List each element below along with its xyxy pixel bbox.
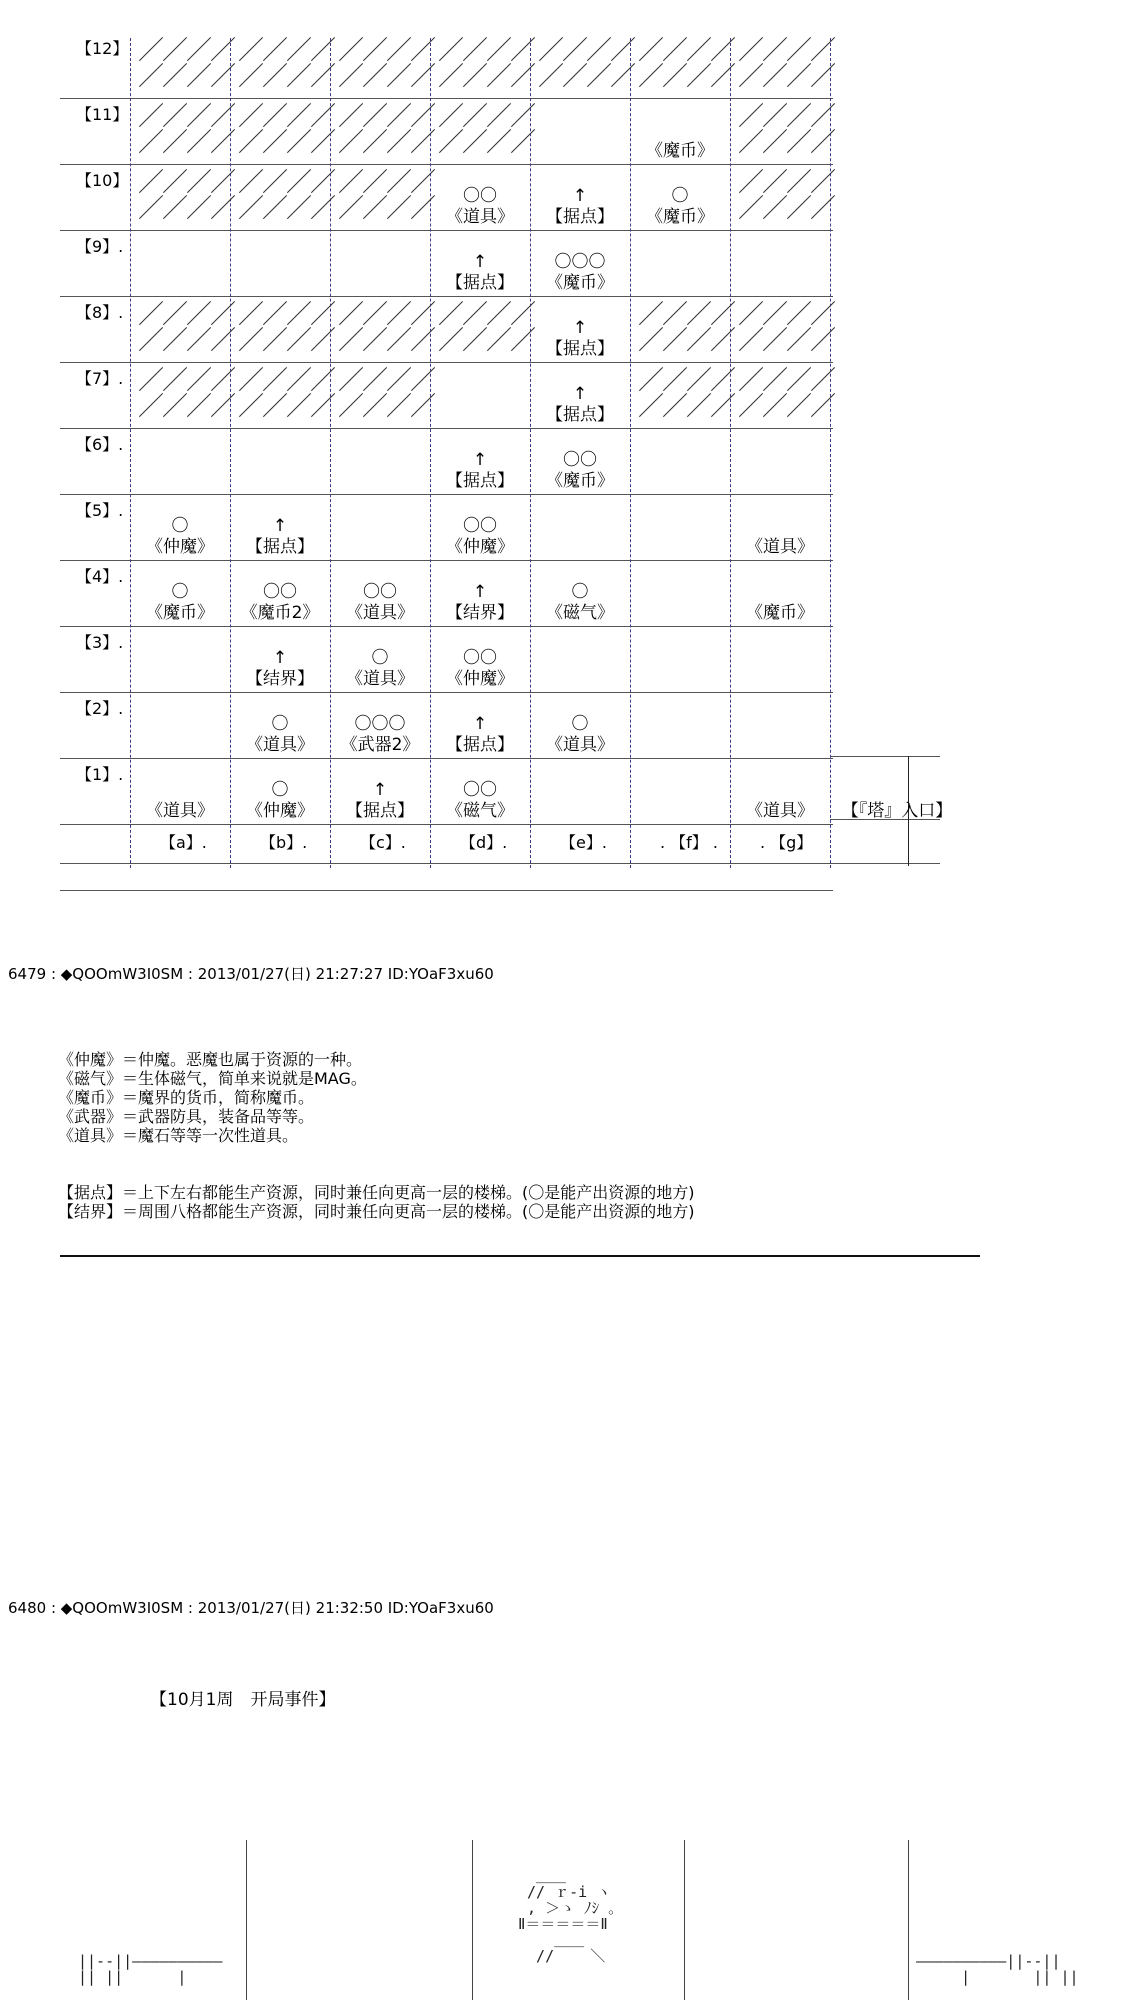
cell-text: ↑: [472, 449, 488, 470]
cell-text: 〇〇: [463, 515, 497, 536]
hatched-cell: ／／／／ ／／／／: [638, 36, 735, 92]
column-label: 【a】.: [160, 833, 207, 852]
column-label: . 【f】 .: [660, 833, 718, 852]
map-cell: [530, 430, 630, 496]
hatched-cell: ／／／／ ／／／／: [238, 300, 335, 356]
cell-text: 〇〇: [463, 647, 497, 668]
map-cell: [530, 166, 630, 232]
cell-text: 〇〇〇: [354, 713, 406, 734]
map-cell: [530, 298, 630, 364]
cell-text: ↑: [272, 647, 288, 668]
hatched-cell: ／／／／ ／／／／: [238, 36, 335, 92]
hatched-cell: ／／／／ ／／／／: [338, 168, 435, 224]
cell-text: 《仲魔》: [246, 800, 314, 821]
cell-text: ↑: [272, 515, 288, 536]
hatched-cell: ／／／／ ／／／／: [138, 168, 235, 224]
hatched-cell: ／／／／ ／／／／: [238, 168, 335, 224]
cell-text: ↑: [572, 185, 588, 206]
cell-text: 【据点】: [446, 470, 514, 491]
column-label: 【c】.: [360, 833, 406, 852]
cell-text: 〇: [171, 515, 189, 536]
cell-text: 【据点】: [246, 536, 314, 557]
cell-text: 〇〇: [563, 449, 597, 470]
map-cell: [430, 496, 530, 562]
map-cell: [730, 562, 830, 628]
hatched-cell: ／／／／ ／／／／: [238, 102, 335, 158]
map-cell: [530, 364, 630, 430]
cell-text: 《仲魔》: [446, 668, 514, 689]
cell-text: 《道具》: [546, 734, 614, 755]
legend-line: 《武器》＝武器防具，装备品等等。: [58, 1107, 315, 1126]
map-cell: [230, 760, 330, 826]
cell-text: 【结界】: [246, 668, 314, 689]
event-title: 【10月1周 开局事件】: [150, 1690, 336, 1710]
cell-text: 《魔币》: [646, 140, 714, 161]
hatched-cell: ／／／／ ／／／／: [738, 168, 835, 224]
cell-text: 【据点】: [546, 404, 614, 425]
cell-text: 〇: [171, 581, 189, 602]
map-cell: [230, 628, 330, 694]
hatched-cell: ／／／／ ／／／／: [438, 300, 535, 356]
cell-text: 〇: [371, 647, 389, 668]
hatched-cell: ／／／／ ／／／／: [738, 366, 835, 422]
cell-text: 《魔币》: [646, 206, 714, 227]
hatched-cell: ／／／／ ／／／／: [138, 102, 235, 158]
cell-text: 《磁气》: [446, 800, 514, 821]
map-cell: [530, 562, 630, 628]
grid-line: [830, 756, 940, 757]
hatched-cell: ／／／／ ／／／／: [338, 300, 435, 356]
aa-pipe: [472, 1840, 473, 2000]
cell-text: ↑: [372, 779, 388, 800]
grid-line: [60, 98, 833, 99]
legend-line: 《磁气》＝生体磁气，简单来说就是MAG。: [58, 1069, 367, 1088]
legend-line: 《仲魔》＝仲魔。恶魔也属于资源的一种。: [58, 1050, 363, 1069]
legend-line: 【据点】＝上下左右都能生产资源，同时兼任向更高一层的楼梯。(〇是能产出资源的地方): [58, 1183, 695, 1202]
hatched-cell: ／／／／ ／／／／: [338, 102, 435, 158]
map-cell: [330, 628, 430, 694]
column-label: 【b】.: [260, 833, 308, 852]
map-cell: [530, 694, 630, 760]
hatched-cell: ／／／／ ／／／／: [338, 366, 435, 422]
map-cell: [230, 496, 330, 562]
map-cell: [730, 760, 830, 826]
cell-text: 《魔币2》: [240, 602, 320, 623]
map-cell: [330, 760, 430, 826]
cell-text: ↑: [572, 383, 588, 404]
cell-text: 【据点】: [546, 338, 614, 359]
post-header-6479: 6479 : ◆QOOmW3I0SM : 2013/01/27(日) 21:27:27 ID:YOaF3xu60: [8, 965, 494, 983]
hatched-cell: ／／／／ ／／／／: [638, 366, 735, 422]
cell-text: 【据点】: [446, 272, 514, 293]
cell-text: 〇: [271, 779, 289, 800]
cell-text: 《道具》: [346, 668, 414, 689]
tower-entrance: 【『塔』入口】: [841, 800, 953, 821]
aa-pipe: [908, 1840, 909, 2000]
row-label: 【7】.: [76, 369, 124, 388]
grid-line: [60, 362, 833, 363]
hatched-cell: ／／／／ ／／／／: [438, 102, 535, 158]
map-cell: [630, 166, 730, 232]
row-label: 【11】: [76, 105, 129, 124]
row-label: 【3】.: [76, 633, 124, 652]
cell-text: 〇: [271, 713, 289, 734]
cell-text: 《道具》: [446, 206, 514, 227]
hatched-cell: ／／／／ ／／／／: [138, 366, 235, 422]
section-divider: [60, 1255, 980, 1257]
row-label: 【1】.: [76, 765, 124, 784]
cell-text: 〇: [571, 581, 589, 602]
row-label: 【12】: [76, 39, 129, 58]
row-label: 【9】.: [76, 237, 124, 256]
cell-text: 《仲魔》: [446, 536, 514, 557]
cell-text: 〇〇: [463, 185, 497, 206]
cell-text: 《磁气》: [546, 602, 614, 623]
map-cell: [430, 232, 530, 298]
cell-text: 《魔币》: [546, 272, 614, 293]
hatched-cell: ／／／／ ／／／／: [638, 300, 735, 356]
cell-text: 【据点】: [546, 206, 614, 227]
cell-text: 《道具》: [246, 734, 314, 755]
hatched-cell: ／／／／ ／／／／: [138, 36, 235, 92]
row-label: 【10】: [76, 171, 129, 190]
map-cell: [230, 562, 330, 628]
cell-text: 《武器2》: [340, 734, 420, 755]
cell-text: ↑: [572, 317, 588, 338]
row-label: 【4】.: [76, 567, 124, 586]
cell-text: ↑: [472, 251, 488, 272]
cell-text: 〇: [671, 185, 689, 206]
cell-text: ↑: [472, 713, 488, 734]
map-cell: [730, 496, 830, 562]
cell-text: 《魔币》: [746, 602, 814, 623]
map-cell: [430, 694, 530, 760]
column-label: . 【g】: [760, 833, 813, 852]
row-label: 【6】.: [76, 435, 124, 454]
map-cell: [430, 430, 530, 496]
cell-text: 【据点】: [446, 734, 514, 755]
aa-pipe: [246, 1840, 247, 2000]
ascii-art-right: ――――――――――||--|| | || ||: [916, 1952, 1079, 1986]
row-label: 【5】.: [76, 501, 124, 520]
map-cell: [330, 562, 430, 628]
grid-divider: [830, 38, 831, 868]
cell-text: 〇〇: [463, 779, 497, 800]
legend-line: 【结界】＝周围八格都能生产资源，同时兼任向更高一层的楼梯。(〇是能产出资源的地方): [58, 1202, 695, 1221]
hatched-cell: ／／／／ ／／／／: [738, 36, 835, 92]
column-label: 【e】.: [560, 833, 607, 852]
map-cell: [130, 760, 230, 826]
grid-divider: [730, 38, 731, 868]
resource-map: [0, 0, 1125, 880]
row-label: 【8】.: [76, 303, 124, 322]
hatched-cell: ／／／／ ／／／／: [138, 300, 235, 356]
column-label: 【d】.: [460, 833, 508, 852]
cell-text: 《道具》: [146, 800, 214, 821]
map-cell: [430, 166, 530, 232]
grid-line: [60, 863, 940, 864]
aa-pipe: [684, 1840, 685, 2000]
cell-text: 《道具》: [746, 536, 814, 557]
map-cell: [230, 694, 330, 760]
map-cell: [330, 694, 430, 760]
hatched-cell: ／／／／ ／／／／: [738, 102, 835, 158]
ascii-art-center: ＿＿ // ｒ-i ヽ , ＞ゝ ﾉｼ 。 Ⅱ＝＝＝＝＝Ⅱ ＿＿ // ＼: [518, 1867, 624, 1965]
map-cell: [130, 562, 230, 628]
hatched-cell: ／／／／ ／／／／: [538, 36, 635, 92]
cell-text: 〇〇: [363, 581, 397, 602]
cell-text: 〇〇〇: [554, 251, 606, 272]
map-cell: [130, 496, 230, 562]
hatched-cell: ／／／／ ／／／／: [738, 300, 835, 356]
cell-text: 〇〇: [263, 581, 297, 602]
cell-text: 【结界】: [446, 602, 514, 623]
cell-text: 【据点】: [346, 800, 414, 821]
cell-text: 《魔币》: [146, 602, 214, 623]
grid-line: [60, 890, 833, 891]
cell-text: ↑: [472, 581, 488, 602]
row-label: 【2】.: [76, 699, 124, 718]
map-cell: [630, 100, 730, 166]
map-cell: [430, 628, 530, 694]
post-header-6480: 6480 : ◆QOOmW3I0SM : 2013/01/27(日) 21:32:50 ID:YOaF3xu60: [8, 1599, 494, 1617]
legend-line: 《魔币》＝魔界的货币，简称魔币。: [58, 1088, 315, 1107]
ascii-art-left: ||--||―――――――――― || || |: [78, 1952, 223, 1986]
grid-divider: [130, 38, 131, 868]
legend-line: 《道具》＝魔石等等一次性道具。: [58, 1126, 299, 1145]
cell-text: 《魔币》: [546, 470, 614, 491]
hatched-cell: ／／／／ ／／／／: [438, 36, 535, 92]
hatched-cell: ／／／／ ／／／／: [338, 36, 435, 92]
cell-text: 〇: [571, 713, 589, 734]
hatched-cell: ／／／／ ／／／／: [238, 366, 335, 422]
cell-text: 《道具》: [346, 602, 414, 623]
cell-text: 《仲魔》: [146, 536, 214, 557]
map-cell: [430, 562, 530, 628]
grid-line: [60, 428, 833, 429]
cell-text: 《道具》: [746, 800, 814, 821]
map-cell: [430, 760, 530, 826]
map-cell: [530, 232, 630, 298]
